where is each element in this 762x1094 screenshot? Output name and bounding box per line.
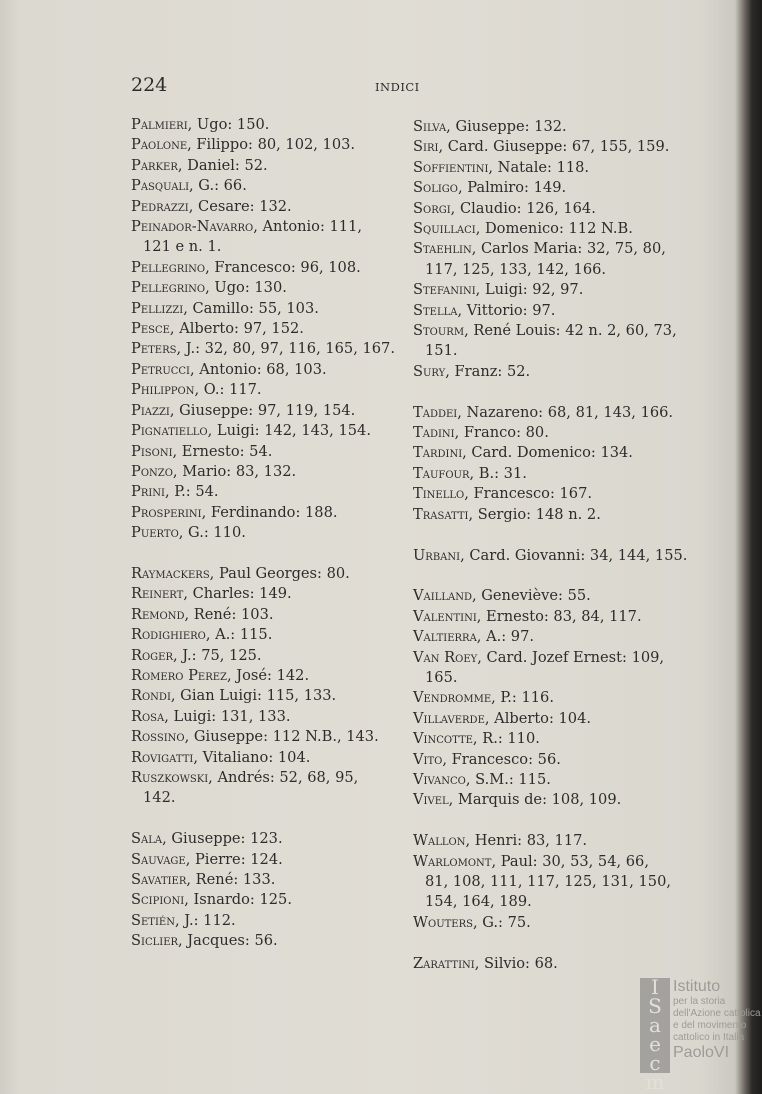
watermark-line: PaoloVI	[673, 1044, 730, 1061]
index-entry	[131, 748, 391, 768]
entry-surname: Wallon	[413, 832, 466, 850]
entry-details: , Marquis de: 108, 109.	[448, 791, 622, 809]
entry-surname: Savatier	[131, 871, 187, 888]
index-entry	[131, 931, 391, 951]
index-entry	[131, 278, 391, 298]
index-entry	[413, 280, 678, 300]
entry-details: , G.: 66.	[189, 177, 247, 195]
entry-details: , Luigi: 142, 143, 154.	[207, 422, 371, 440]
entry-surname: Puerto	[131, 524, 179, 542]
section-gap	[413, 566, 678, 586]
entry-surname: Soffientini	[413, 158, 489, 176]
entry-surname: Vendromme	[413, 689, 492, 707]
index-entry	[131, 707, 391, 727]
entry-details: , Giuseppe: 132.	[446, 118, 567, 135]
entry-surname: Sorgi	[413, 199, 451, 217]
index-column-left	[131, 115, 395, 952]
index-entry	[413, 627, 678, 647]
index-entry	[131, 625, 391, 645]
entry-surname: Pellegrino	[131, 258, 206, 276]
entry-surname: Pignatiello	[131, 422, 208, 440]
entry-details: , René Louis: 42 n. 2, 60, 73,	[464, 322, 677, 340]
entry-surname: Pasquali	[131, 177, 190, 195]
entry-details: , Mario: 83, 132.	[172, 462, 297, 480]
entry-surname: Parker	[131, 156, 178, 174]
index-entry	[413, 158, 678, 178]
entry-continuation: 142.	[143, 789, 176, 807]
entry-surname: Soligo	[413, 179, 458, 197]
index-entry	[131, 176, 391, 196]
entry-details: , Filippo: 80, 102, 103.	[187, 136, 356, 154]
index-entry	[413, 954, 678, 974]
entry-details: , J.: 75, 125.	[173, 646, 262, 664]
entry-surname: Pisoni	[131, 442, 173, 460]
entry-details: , Alberto: 97, 152.	[169, 320, 304, 338]
index-entry	[131, 360, 391, 380]
entry-details: , Isnardo: 125.	[184, 891, 292, 909]
index-entry	[131, 482, 391, 502]
entry-surname: Van Roey	[413, 648, 478, 666]
index-entry	[131, 890, 391, 910]
entry-details: , Card. Jozef Ernest: 109,	[477, 648, 665, 666]
entry-details: , A.: 115.	[205, 626, 273, 644]
entry-surname: Peinador-Navarro	[131, 218, 254, 236]
entry-surname: Sauvage	[131, 850, 186, 868]
entry-continuation: 117, 125, 133, 142, 166.	[425, 260, 607, 278]
entry-surname: Wouters	[413, 913, 473, 931]
index-entry	[131, 299, 391, 319]
index-entry	[413, 239, 678, 280]
index-entry	[413, 301, 678, 321]
index-entry	[413, 484, 678, 504]
entry-details: , Alberto: 104.	[484, 709, 592, 727]
entry-details: , Gian Luigi: 115, 133.	[170, 687, 337, 705]
entry-surname: Remond	[131, 605, 185, 623]
entry-details: , Pierre: 124.	[185, 850, 283, 868]
entry-details: , Daniel: 52.	[177, 156, 268, 174]
index-entry	[131, 421, 391, 441]
index-entry	[131, 503, 391, 523]
entry-details: , J.: 32, 80, 97, 116, 165, 167.	[176, 340, 395, 358]
entry-details: , Ferdinando: 188.	[201, 503, 338, 521]
watermark-line: cattolico in Italia	[673, 1032, 745, 1043]
index-entry	[131, 523, 391, 543]
entry-surname: Vivel	[413, 791, 449, 809]
entry-details: , Vitaliano: 104.	[193, 748, 311, 766]
entry-surname: Trasatti	[413, 505, 469, 523]
entry-continuation: 165.	[425, 668, 458, 686]
entry-details: , Card. Domenico: 134.	[462, 444, 633, 462]
index-entry	[131, 686, 391, 706]
index-entry	[131, 605, 391, 625]
entry-details: , Francesco: 56.	[442, 750, 561, 768]
entry-details: , Giuseppe: 123.	[162, 830, 283, 848]
section-gap	[413, 811, 678, 831]
index-entry	[131, 258, 391, 278]
index-entry	[413, 586, 678, 606]
entry-continuation: 151.	[425, 342, 458, 360]
entry-surname: Squillaci	[413, 220, 476, 238]
entry-details: , Silvio: 68.	[474, 954, 558, 972]
index-entry	[131, 339, 395, 359]
index-entry	[131, 442, 391, 462]
entry-details: , Francesco: 167.	[464, 485, 593, 503]
entry-continuation: 154, 164, 189.	[425, 893, 532, 911]
index-entry	[131, 197, 391, 217]
index-entry	[413, 321, 678, 362]
entry-surname: Rondi	[131, 687, 171, 705]
entry-details: , José: 142.	[227, 666, 310, 684]
index-entry	[131, 646, 391, 666]
watermark-line: per la storia	[673, 996, 726, 1007]
index-entry	[413, 831, 678, 851]
entry-details: , René: 133.	[186, 871, 276, 888]
entry-details: , Geneviève: 55.	[471, 587, 591, 605]
entry-details: , Natale: 118.	[488, 158, 590, 176]
index-entry	[131, 850, 391, 870]
entry-details: , Ernesto: 54.	[172, 442, 273, 460]
entry-details: , Cesare: 132.	[188, 197, 292, 215]
index-entry	[413, 607, 678, 627]
index-entry	[413, 443, 678, 463]
entry-details: , Paul Georges: 80.	[209, 564, 350, 582]
entry-surname: Pedrazzi	[131, 197, 189, 215]
section-gap	[413, 933, 678, 953]
entry-surname: Urbani	[413, 546, 461, 564]
index-entry	[413, 199, 678, 219]
entry-surname: Rossino	[131, 728, 185, 746]
entry-surname: Taufour	[413, 464, 470, 482]
entry-surname: Ponzo	[131, 462, 173, 480]
index-entry	[131, 380, 391, 400]
entry-details: , Luigi: 131, 133.	[164, 707, 291, 725]
entry-details: , Henri: 83, 117.	[465, 832, 588, 850]
isacem-watermark	[640, 975, 761, 1094]
entry-details: , Camillo: 55, 103.	[183, 299, 319, 317]
entry-details: , Jacques: 56.	[178, 932, 278, 950]
index-entry	[413, 178, 678, 198]
entry-details: , R.: 110.	[472, 730, 540, 748]
index-column-right	[413, 117, 688, 974]
entry-details: , Andrés: 52, 68, 95,	[208, 768, 359, 786]
index-entry	[131, 911, 391, 931]
index-entry	[413, 546, 688, 566]
index-entry	[413, 852, 678, 913]
entry-details: , Sergio: 148 n. 2.	[468, 505, 601, 523]
entry-surname: Tadini	[413, 424, 455, 442]
entry-details: , G.: 75.	[472, 913, 531, 931]
entry-details: , Ugo: 130.	[205, 279, 287, 297]
entry-surname: Stefanini	[413, 281, 476, 299]
entry-surname: Vivanco	[413, 770, 466, 788]
index-entry	[131, 870, 391, 890]
index-entry	[413, 750, 678, 770]
entry-surname: Scipioni	[131, 891, 185, 909]
index-entry	[413, 117, 678, 137]
entry-details: , Giuseppe: 112 N.B., 143.	[184, 728, 379, 746]
entry-details: , Giuseppe: 97, 119, 154.	[169, 401, 356, 419]
entry-details: , Carlos Maria: 32, 75, 80,	[471, 240, 666, 258]
section-gap	[413, 525, 678, 545]
entry-surname: Petrucci	[131, 360, 190, 378]
entry-surname: Silva	[413, 118, 447, 135]
entry-details: , P.: 54.	[165, 483, 219, 501]
section-gap	[413, 382, 678, 402]
index-entry	[131, 462, 391, 482]
watermark-text	[673, 978, 761, 1073]
index-entry	[131, 401, 391, 421]
entry-surname: Siri	[413, 138, 439, 156]
entry-details: , B.: 31.	[469, 464, 527, 482]
entry-surname: Palmieri	[131, 116, 188, 133]
entry-surname: Philippon	[131, 381, 195, 399]
entry-details: , Ugo: 150.	[187, 116, 270, 133]
entry-surname: Vailland	[413, 587, 472, 605]
entry-details: , Claudio: 126, 164.	[450, 199, 596, 217]
entry-details: , Antonio: 68, 103.	[190, 360, 327, 378]
entry-details: , Card. Giuseppe: 67, 155, 159.	[438, 138, 670, 156]
entry-details: , Nazareno: 68, 81, 143, 166.	[457, 403, 674, 421]
entry-details: , Vittorio: 97.	[457, 301, 556, 319]
entry-surname: Stourm	[413, 322, 465, 340]
index-entry	[413, 648, 678, 689]
entry-surname: Valtierra	[413, 628, 477, 646]
entry-details: , P.: 116.	[491, 689, 554, 707]
running-title: INDICI	[375, 80, 420, 94]
index-entry	[131, 768, 391, 809]
index-entry	[413, 403, 678, 423]
index-entry	[413, 219, 678, 239]
entry-surname: Valentini	[413, 607, 477, 625]
section-gap	[131, 809, 391, 829]
entry-details: , A.: 97.	[476, 628, 535, 646]
index-entry	[131, 727, 391, 747]
entry-surname: Rosa	[131, 707, 165, 725]
entry-surname: Siclier	[131, 932, 179, 950]
isacem-logo-mark: I S a e c m	[640, 978, 670, 1073]
entry-surname: Villaverde	[413, 709, 485, 727]
section-gap	[131, 544, 391, 564]
index-entry	[131, 115, 391, 135]
entry-details: , S.M.: 115.	[465, 770, 551, 788]
entry-details: , Franco: 80.	[454, 424, 549, 442]
entry-details: , Franz: 52.	[445, 362, 531, 380]
index-entry	[131, 319, 391, 339]
index-entry	[413, 770, 678, 790]
entry-surname: Paolone	[131, 136, 188, 154]
entry-surname: Piazzi	[131, 401, 170, 419]
entry-details: , Card. Giovanni: 34, 144, 155.	[460, 546, 688, 564]
entry-details: , J.: 112.	[174, 911, 236, 929]
index-entry	[413, 709, 678, 729]
entry-details: , Domenico: 112 N.B.	[475, 220, 633, 238]
entry-surname: Setién	[131, 911, 175, 929]
index-entry	[413, 362, 678, 382]
page-number: 224	[131, 74, 168, 96]
entry-continuation: 121 e n. 1.	[143, 238, 222, 256]
entry-surname: Roger	[131, 646, 174, 664]
index-entry	[413, 423, 678, 443]
entry-surname: Reinert	[131, 585, 184, 603]
entry-continuation: 81, 108, 111, 117, 125, 131, 150,	[425, 872, 672, 890]
index-entry	[131, 564, 391, 584]
entry-surname: Staehlin	[413, 240, 472, 258]
entry-surname: Peters	[131, 340, 177, 358]
index-entry	[131, 135, 391, 155]
index-entry	[413, 790, 678, 810]
entry-details: , O.: 117.	[194, 381, 262, 399]
entry-details: , G.: 110.	[178, 524, 246, 542]
entry-details: , Paul: 30, 53, 54, 66,	[491, 852, 649, 870]
entry-surname: Zarattini	[413, 954, 475, 972]
index-entry	[131, 217, 391, 258]
index-entry	[131, 829, 391, 849]
index-entry	[413, 688, 678, 708]
entry-surname: Raymackers	[131, 564, 210, 582]
watermark-line: e del movimento	[673, 1020, 747, 1031]
index-entry	[413, 464, 678, 484]
entry-surname: Warlomont	[413, 852, 492, 870]
entry-surname: Sala	[131, 830, 163, 848]
entry-details: , Antonio: 111,	[253, 218, 363, 236]
entry-details: , Ernesto: 83, 84, 117.	[476, 607, 642, 625]
entry-surname: Tinello	[413, 485, 465, 503]
entry-surname: Tardini	[413, 444, 463, 462]
entry-surname: Romero Perez	[131, 666, 227, 684]
entry-surname: Pellegrino	[131, 279, 206, 297]
entry-details: , Palmiro: 149.	[457, 179, 567, 197]
entry-surname: Prosperini	[131, 503, 202, 521]
index-entry	[413, 505, 678, 525]
entry-details: , René: 103.	[184, 605, 274, 623]
entry-surname: Ruszkowski	[131, 768, 209, 786]
index-entry	[131, 666, 391, 686]
entry-details: , Charles: 149.	[183, 585, 292, 603]
entry-surname: Stella	[413, 301, 458, 319]
entry-surname: Rodighiero	[131, 626, 206, 644]
entry-surname: Pellizzi	[131, 299, 184, 317]
entry-details: , Francesco: 96, 108.	[205, 258, 361, 276]
entry-surname: Pesce	[131, 320, 170, 338]
entry-surname: Vincotte	[413, 730, 473, 748]
entry-surname: Rovigatti	[131, 748, 194, 766]
index-entry	[413, 137, 678, 157]
entry-surname: Vito	[413, 750, 443, 768]
entry-surname: Sury	[413, 362, 446, 380]
watermark-line: dell'Azione cattolica	[673, 1008, 761, 1019]
index-entry	[131, 584, 391, 604]
entry-details: , Luigi: 92, 97.	[475, 281, 584, 299]
index-entry	[413, 913, 678, 933]
index-entry	[131, 156, 391, 176]
index-entry	[413, 729, 678, 749]
watermark-line: Istituto	[673, 978, 721, 995]
entry-surname: Prini	[131, 483, 165, 501]
entry-surname: Taddei	[413, 403, 458, 421]
